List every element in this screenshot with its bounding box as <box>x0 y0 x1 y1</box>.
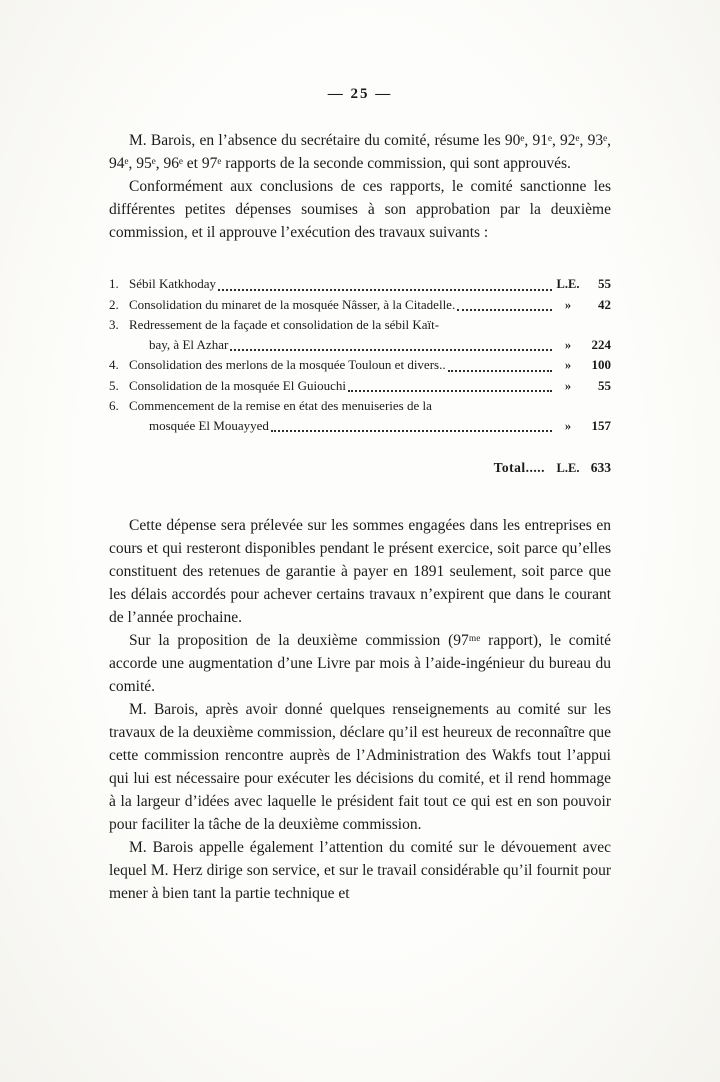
dotted-leader <box>457 309 552 311</box>
item-text: Sébil Katkhoday <box>129 276 217 291</box>
item-currency: » <box>564 297 572 312</box>
total-currency: L.E. <box>556 461 580 475</box>
body-text <box>109 514 611 905</box>
paragraph-6: M. Barois appelle également l’attention du comité sur le dévouement avec lequel M. Herz dirige son service, et sur le travail considérable qu’il fournit pour mener à bien tant la partie technique et <box>109 839 611 902</box>
expense-row-6-line-1 <box>109 396 611 416</box>
total-row <box>109 460 611 476</box>
paragraph-4: Sur la proposition de la deuxième commission (97ᵐᵉ rapport), le comité accorde une augmentation d’une Livre par mois à l’aide-ingénieur du bureau du comité. <box>109 632 611 695</box>
item-currency: » <box>564 358 572 372</box>
item-text: Consolidation de la mosquée El Guiouchi <box>129 377 346 393</box>
expense-row-6-line-2 <box>109 416 611 437</box>
item-text-continued: mosquée El Mouayyed <box>149 417 269 433</box>
item-amount: 42 <box>598 296 611 312</box>
item-amount: 100 <box>591 357 611 372</box>
expense-row-2 <box>109 295 611 316</box>
item-amount: 157 <box>591 417 611 433</box>
paragraph-2: Conformément aux conclusions de ces rapports, le comité sanctionne les différentes petites dépenses soumises à son approbation par la deuxième commission, et il approuve l’exécution des travaux suivants : <box>109 178 611 241</box>
expense-list <box>109 274 611 436</box>
item-amount: 55 <box>598 377 611 393</box>
item-number: 4. <box>109 357 119 372</box>
dotted-leader <box>218 289 552 291</box>
total-label: Total..... <box>493 460 545 475</box>
item-text-continued: bay, à El Azhar <box>149 336 229 352</box>
expense-row-4 <box>109 355 611 376</box>
item-text: Consolidation des merlons de la mosquée Touloun et divers.. <box>129 357 446 372</box>
dotted-leader <box>230 349 552 351</box>
expense-row-5 <box>109 376 611 397</box>
expense-row-6 <box>109 396 611 436</box>
item-number: 6. <box>109 398 119 413</box>
expense-row-3-line-2 <box>109 335 611 356</box>
item-amount: 55 <box>598 276 611 291</box>
total-amount: 633 <box>590 460 611 475</box>
item-currency: » <box>564 378 572 393</box>
dotted-leader <box>271 430 552 432</box>
item-currency: » <box>564 418 572 433</box>
expense-row-1 <box>109 274 611 295</box>
dotted-leader <box>448 370 552 372</box>
item-text: Consolidation du minaret de la mosquée Nâsser, à la Citadelle. <box>129 296 456 312</box>
item-number: 2. <box>109 296 119 312</box>
item-number: 1. <box>109 276 119 291</box>
expense-row-3 <box>109 315 611 355</box>
item-text: Redressement de la façade et consolidation de la sébil Kaït- <box>129 317 440 332</box>
paragraph-5: M. Barois, après avoir donné quelques renseignements au comité sur les travaux de la deuxième commission, déclare qu’il est heureux de reconnaître que cette commission rencontre auprès de l’Administration des Wakfs tout l’appui qui lui est nécessaire pour exécuter les décisions du comité, et il rend hommage à la largeur d’idées avec laquelle le président fait tout ce qui est en son pouvoir pour faciliter la tâche de la deuxième commission. <box>109 701 611 833</box>
dotted-leader <box>348 390 552 392</box>
document-page <box>109 0 611 905</box>
item-currency: L.E. <box>556 277 580 291</box>
expense-row-3-line-1 <box>109 315 611 335</box>
item-text: Commencement de la remise en état des menuiseries de la <box>129 398 432 413</box>
item-currency: » <box>564 337 572 352</box>
item-amount: 224 <box>591 336 611 352</box>
paragraph-1: M. Barois, en l’absence du secrétaire du comité, résume les 90ᵉ, 91ᵉ, 92ᵉ, 93ᵉ, 94ᵉ, 95ᵉ, 96ᵉ et 97ᵉ rapports de la seconde commission, qui sont approuvés. <box>109 132 611 172</box>
paragraph-3: Cette dépense sera prélevée sur les sommes engagées dans les entreprises en cours et qui resteront disponibles pendant le présent exercice, soit parce qu’elles constituent des retenues de garantie à payer en 1891 seulement, soit parce que les délais accordés pour achever certains travaux n’expirent que dans le courant de l’année prochaine. <box>109 517 611 626</box>
page-number: — 25 — <box>327 86 393 102</box>
item-number: 3. <box>109 317 119 332</box>
item-number: 5. <box>109 377 119 393</box>
